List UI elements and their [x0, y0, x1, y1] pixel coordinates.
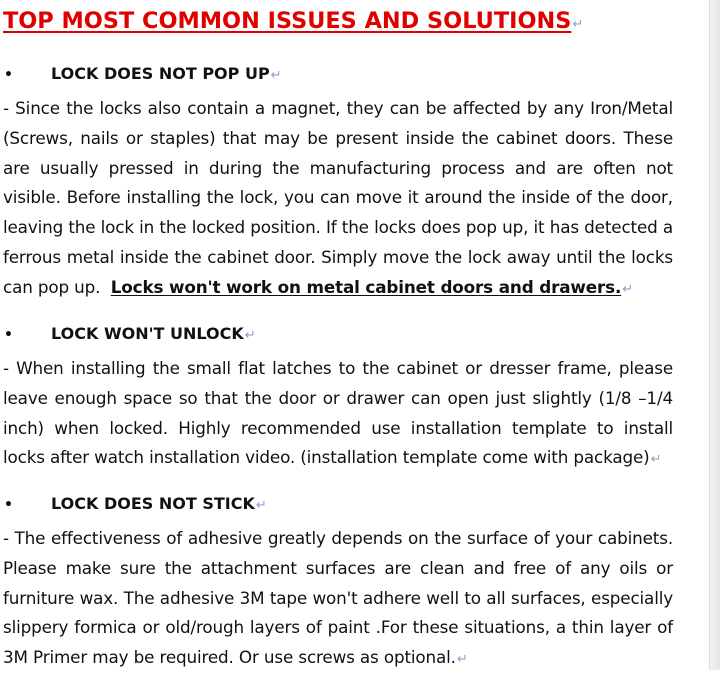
page-edge	[709, 0, 720, 670]
issue-solution-text	[3, 524, 673, 675]
issue-heading-text: LOCK DOES NOT POP UP	[51, 64, 270, 83]
metal-doors-warning: Locks won't work on metal cabinet doors and drawers.	[110, 276, 622, 297]
return-mark-icon: ↵	[650, 452, 662, 468]
solution-body: - Since the locks also contain a magnet, they can be affected by any Iron/Metal (Screws, nails or staples) that may be present inside the cabinet doors. These are usually pressed in during the manufacturing process and are often not visible. Before installing the lock, you can move it around the inside of the door, leaving the lock in the locked position. If the locks does pop up, it has detected a ferrous metal inside the cabinet door. Simply move the lock away until the locks can pop up.	[3, 98, 673, 297]
bullet-icon: •	[4, 67, 13, 83]
issue-heading-text: LOCK WON'T UNLOCK	[51, 324, 244, 343]
return-mark-icon: ↵	[572, 17, 584, 32]
issue-heading	[3, 324, 673, 354]
return-mark-icon: ↵	[456, 652, 468, 668]
issue-heading	[3, 64, 673, 94]
solution-body: - When installing the small flat latches to the cabinet or dresser frame, please leave enough space so that the door or drawer can open just slightly (1/8 –1/4 inch) when locked. Highly recommended use installation template to install locks after watch installation video. (installation template come with package)	[3, 358, 673, 468]
issue-section-stick	[3, 494, 673, 675]
bullet-icon: •	[4, 327, 13, 343]
issue-section-unlock	[3, 324, 673, 475]
issue-section-pop-up	[3, 64, 673, 305]
issue-heading-text: LOCK DOES NOT STICK	[51, 494, 255, 513]
return-mark-icon: ↵	[255, 498, 267, 513]
title-text: TOP MOST COMMON ISSUES AND SOLUTIONS	[3, 8, 572, 34]
page-title	[3, 8, 583, 34]
return-mark-icon: ↵	[244, 328, 256, 343]
issue-solution-text	[3, 94, 673, 305]
bullet-icon: •	[4, 497, 13, 513]
solution-body: - The effectiveness of adhesive greatly depends on the surface of your cabinets. Please make sure the attachment surfaces are clean and free of any oils or furniture wax. The adhesive 3M tape won't adhere well to all surfaces, especially slippery formica or old/rough layers of paint .For these situations, a thin layer of 3M Primer may be required. Or use screws as optional.	[3, 528, 673, 668]
return-mark-icon: ↵	[622, 281, 633, 297]
issue-heading	[3, 494, 673, 524]
return-mark-icon: ↵	[270, 68, 282, 83]
issue-solution-text	[3, 354, 673, 475]
